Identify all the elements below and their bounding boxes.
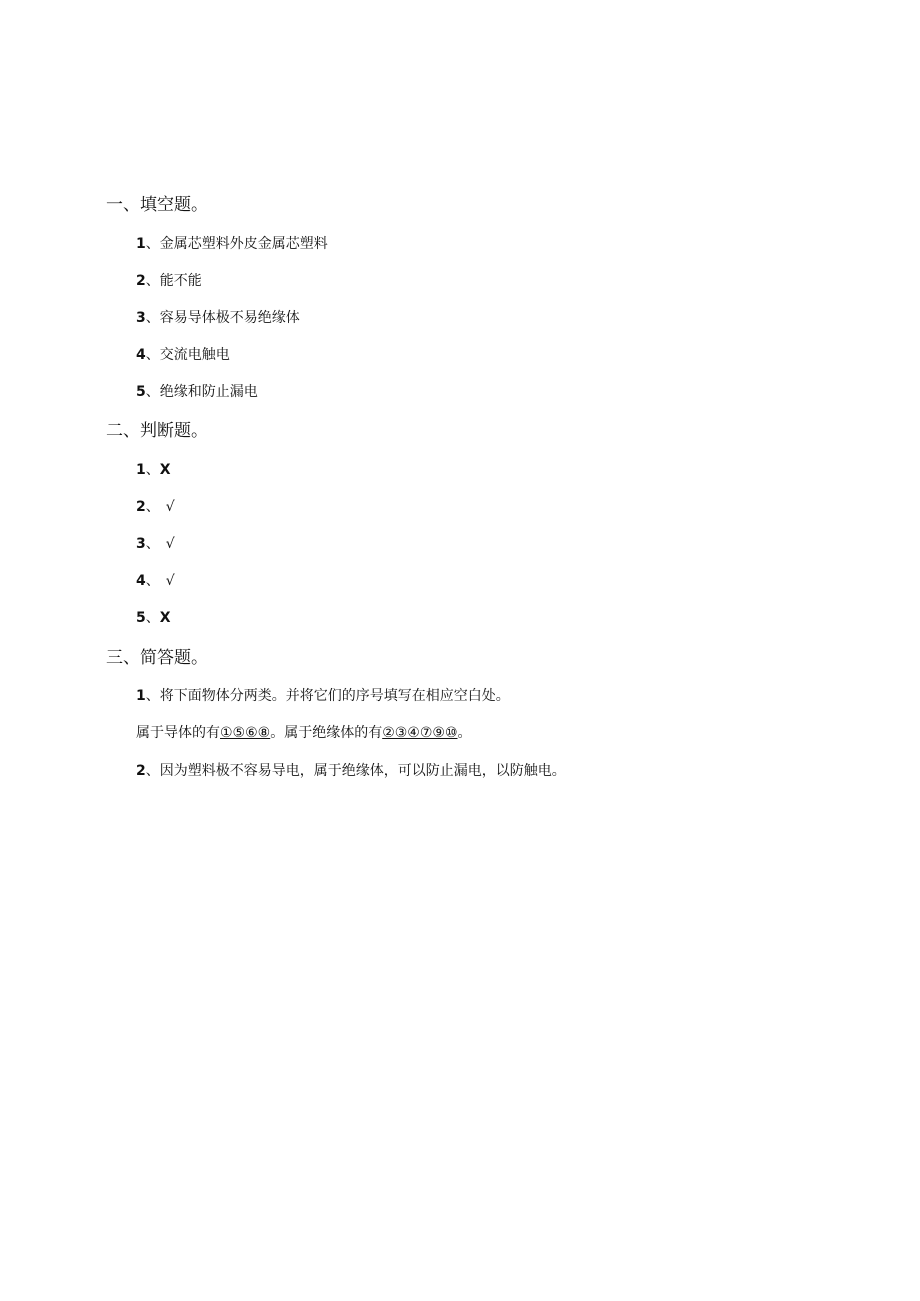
item-separator: 、	[145, 536, 160, 552]
fill-blank-item-1	[136, 234, 328, 254]
item-number: 4	[136, 573, 146, 589]
item-separator: 、	[145, 499, 160, 515]
conductor-numbers: ①⑤⑥⑧	[220, 725, 271, 741]
true-false-item-4	[136, 571, 175, 591]
item-answer: 金属芯塑料外皮金属芯塑料	[159, 236, 328, 252]
item-number: 2	[136, 273, 146, 289]
fill-blank-item-5	[136, 382, 258, 402]
insulator-numbers: ②③④⑦⑨⑩	[382, 725, 458, 741]
item-separator: 、	[145, 273, 160, 289]
true-false-item-5	[136, 608, 171, 628]
item-number: 4	[136, 347, 146, 363]
item-separator: 、	[145, 462, 160, 478]
item-answer: 容易导体极不易绝缘体	[159, 310, 300, 326]
fill-blank-item-4	[136, 345, 230, 365]
item-number: 1	[136, 688, 146, 704]
item-number: 3	[136, 536, 146, 552]
true-false-item-2	[136, 497, 175, 517]
item-question: 将下面物体分两类。并将它们的序号填写在相应空白处。	[159, 688, 510, 704]
item-separator: 、	[145, 573, 160, 589]
short-answer-classification	[136, 723, 472, 743]
item-number: 5	[136, 384, 146, 400]
item-number: 5	[136, 610, 146, 626]
check-mark: √	[165, 573, 175, 589]
item-separator: 、	[145, 688, 160, 704]
item-separator: 、	[145, 347, 160, 363]
classification-prefix: 属于导体的有	[136, 725, 220, 741]
item-separator: 、	[145, 310, 160, 326]
check-mark: √	[165, 499, 175, 515]
item-answer: 绝缘和防止漏电	[159, 384, 258, 400]
item-separator: 、	[145, 236, 160, 252]
item-number: 1	[136, 462, 146, 478]
classification-suffix: 。	[457, 725, 472, 741]
fill-blank-item-2	[136, 271, 202, 291]
true-false-item-1	[136, 460, 171, 480]
item-answer: 交流电触电	[159, 347, 230, 363]
section-title-true-false: 二、判断题。	[106, 421, 208, 441]
short-answer-item-1	[136, 686, 510, 706]
item-answer: 因为塑料极不容易导电，属于绝缘体，可以防止漏电，以防触电。	[159, 763, 566, 779]
item-number: 1	[136, 236, 146, 252]
item-answer: X	[159, 610, 171, 626]
item-separator: 、	[145, 610, 160, 626]
item-number: 2	[136, 499, 146, 515]
check-mark: √	[165, 536, 175, 552]
item-number: 3	[136, 310, 146, 326]
section-title-short-answer: 三、简答题。	[106, 648, 208, 668]
item-answer: X	[159, 462, 171, 478]
item-separator: 、	[145, 384, 160, 400]
short-answer-item-2	[136, 761, 566, 781]
true-false-item-3	[136, 534, 175, 554]
fill-blank-item-3	[136, 308, 300, 328]
section-title-fill-blank: 一、填空题。	[106, 195, 208, 215]
classification-middle: 。属于绝缘体的有	[270, 725, 383, 741]
item-separator: 、	[145, 763, 160, 779]
item-answer: 能不能	[159, 273, 202, 289]
item-number: 2	[136, 763, 146, 779]
